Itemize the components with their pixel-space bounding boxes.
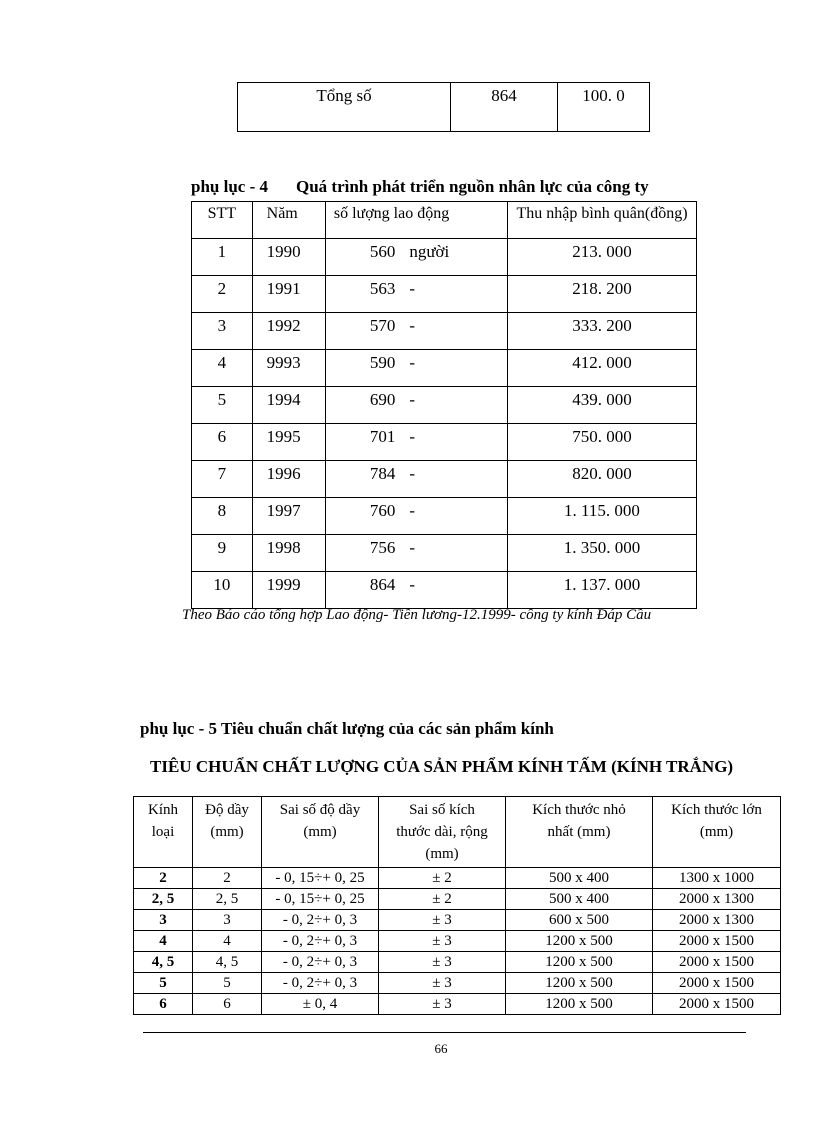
cell-size-tolerance: ± 3: [379, 910, 506, 931]
workforce-table: [191, 201, 697, 609]
cell-quantity: [325, 498, 507, 535]
cell-year: 1991: [252, 276, 325, 313]
cell-income: 439. 000: [507, 387, 696, 424]
cell-stt: 2: [192, 276, 253, 313]
header-income: Thu nhập bình quân(đồng): [507, 202, 696, 239]
cell-stt: 1: [192, 239, 253, 276]
source-note: Theo Báo cáo tổng hợp Lao động- Tiền lương-12.1999- công ty kính Đáp Cầu: [182, 607, 652, 623]
quantity-value: 784: [369, 464, 396, 483]
cell-size-tolerance: ± 3: [379, 994, 506, 1015]
cell-size-tolerance: ± 2: [379, 889, 506, 910]
table-row: [134, 910, 781, 931]
cell-stt: 8: [192, 498, 253, 535]
cell-min-size: 500 x 400: [506, 889, 653, 910]
cell-income: 820. 000: [507, 461, 696, 498]
table-header-row: [192, 202, 697, 239]
cell-size-tolerance: ± 3: [379, 931, 506, 952]
cell-thickness: 4: [193, 931, 262, 952]
quantity-unit: -: [409, 464, 416, 483]
cell-max-size: 2000 x 1300: [653, 889, 781, 910]
table-row: [192, 350, 697, 387]
header-glass-kind: Kính loại: [134, 797, 193, 868]
cell-stt: 4: [192, 350, 253, 387]
quantity-value: 563: [369, 279, 396, 298]
table-row: [134, 952, 781, 973]
cell-glass-kind: 4: [134, 931, 193, 952]
table-row: [192, 424, 697, 461]
header-max-size: Kích thước lớn (mm): [653, 797, 781, 868]
cell-quantity: [325, 387, 507, 424]
cell-stt: 3: [192, 313, 253, 350]
cell-thickness: 6: [193, 994, 262, 1015]
cell-income: 1. 115. 000: [507, 498, 696, 535]
cell-income: 1. 137. 000: [507, 572, 696, 609]
table-header-row: [134, 797, 781, 868]
cell-thickness-tolerance: - 0, 15÷+ 0, 25: [262, 889, 379, 910]
cell-max-size: 2000 x 1500: [653, 994, 781, 1015]
quantity-unit: -: [409, 427, 416, 446]
cell-max-size: 2000 x 1500: [653, 931, 781, 952]
glass-standard-subtitle: TIÊU CHUẨN CHẤT LƯỢNG CỦA SẢN PHẨM KÍNH TẤM (KÍNH TRẮNG): [150, 757, 734, 776]
quantity-value: 760: [369, 501, 396, 520]
cell-max-size: 2000 x 1500: [653, 973, 781, 994]
header-min-size: Kích thước nhỏ nhất (mm): [506, 797, 653, 868]
cell-year: 1995: [252, 424, 325, 461]
quantity-value: 864: [369, 575, 396, 594]
cell-year: 1992: [252, 313, 325, 350]
cell-size-tolerance: ± 3: [379, 973, 506, 994]
quantity-unit: -: [409, 353, 416, 372]
cell-thickness-tolerance: - 0, 2÷+ 0, 3: [262, 952, 379, 973]
table-row: [134, 994, 781, 1015]
cell-quantity: [325, 276, 507, 313]
quantity-value: 701: [369, 427, 396, 446]
cell-thickness: 3: [193, 910, 262, 931]
cell-thickness: 5: [193, 973, 262, 994]
cell-thickness: 2, 5: [193, 889, 262, 910]
cell-glass-kind: 2, 5: [134, 889, 193, 910]
cell-max-size: 2000 x 1500: [653, 952, 781, 973]
quantity-unit: -: [409, 390, 416, 409]
glass-standards-table: [133, 796, 781, 1015]
cell-size-tolerance: ± 2: [379, 868, 506, 889]
cell-year: 1994: [252, 387, 325, 424]
cell-max-size: 1300 x 1000: [653, 868, 781, 889]
table-row: [238, 83, 650, 132]
cell-income: 333. 200: [507, 313, 696, 350]
cell-stt: 5: [192, 387, 253, 424]
cell-min-size: 600 x 500: [506, 910, 653, 931]
cell-year: 1996: [252, 461, 325, 498]
total-table: [237, 82, 650, 132]
table-row: [192, 572, 697, 609]
header-year: Năm: [252, 202, 325, 239]
total-count: 864: [451, 83, 558, 132]
cell-year: 1999: [252, 572, 325, 609]
cell-thickness-tolerance: ± 0, 4: [262, 994, 379, 1015]
quantity-unit: người: [409, 242, 450, 261]
table-row: [134, 973, 781, 994]
quantity-unit: -: [409, 501, 416, 520]
cell-quantity: [325, 424, 507, 461]
cell-income: 213. 000: [507, 239, 696, 276]
cell-min-size: 500 x 400: [506, 868, 653, 889]
table-row: [192, 498, 697, 535]
cell-year: 9993: [252, 350, 325, 387]
quantity-unit: -: [409, 316, 416, 335]
cell-glass-kind: 2: [134, 868, 193, 889]
total-label: Tổng số: [238, 83, 451, 132]
table-row: [134, 868, 781, 889]
cell-stt: 7: [192, 461, 253, 498]
cell-income: 412. 000: [507, 350, 696, 387]
cell-thickness-tolerance: - 0, 2÷+ 0, 3: [262, 973, 379, 994]
cell-year: 1997: [252, 498, 325, 535]
cell-min-size: 1200 x 500: [506, 973, 653, 994]
cell-glass-kind: 3: [134, 910, 193, 931]
table-row: [134, 889, 781, 910]
header-thickness: Độ dầy (mm): [193, 797, 262, 868]
quantity-unit: -: [409, 279, 416, 298]
quantity-value: 570: [369, 316, 396, 335]
cell-income: 218. 200: [507, 276, 696, 313]
cell-year: 1990: [252, 239, 325, 276]
cell-glass-kind: 5: [134, 973, 193, 994]
cell-thickness: 2: [193, 868, 262, 889]
quantity-value: 756: [369, 538, 396, 557]
cell-glass-kind: 6: [134, 994, 193, 1015]
quantity-unit: -: [409, 538, 416, 557]
quantity-value: 560: [369, 242, 396, 261]
header-size-tolerance: Sai số kích thước dài, rộng (mm): [379, 797, 506, 868]
cell-min-size: 1200 x 500: [506, 952, 653, 973]
cell-max-size: 2000 x 1300: [653, 910, 781, 931]
cell-glass-kind: 4, 5: [134, 952, 193, 973]
page-number: 66: [434, 1041, 448, 1056]
quantity-value: 590: [369, 353, 396, 372]
cell-quantity: [325, 461, 507, 498]
cell-income: 1. 350. 000: [507, 535, 696, 572]
cell-income: 750. 000: [507, 424, 696, 461]
cell-quantity: [325, 313, 507, 350]
total-percent: 100. 0: [558, 83, 650, 132]
table-row: [192, 276, 697, 313]
appendix-4-label: phụ lục - 4: [191, 177, 268, 196]
cell-min-size: 1200 x 500: [506, 994, 653, 1015]
cell-thickness-tolerance: - 0, 15÷+ 0, 25: [262, 868, 379, 889]
cell-thickness-tolerance: - 0, 2÷+ 0, 3: [262, 931, 379, 952]
footer-divider: [143, 1032, 746, 1033]
header-thickness-tolerance: Sai số độ dầy (mm): [262, 797, 379, 868]
cell-stt: 6: [192, 424, 253, 461]
cell-thickness: 4, 5: [193, 952, 262, 973]
header-stt: STT: [192, 202, 253, 239]
cell-size-tolerance: ± 3: [379, 952, 506, 973]
cell-thickness-tolerance: - 0, 2÷+ 0, 3: [262, 910, 379, 931]
quantity-unit: -: [409, 575, 416, 594]
cell-min-size: 1200 x 500: [506, 931, 653, 952]
cell-quantity: [325, 239, 507, 276]
table-row: [192, 461, 697, 498]
cell-quantity: [325, 350, 507, 387]
table-row: [134, 931, 781, 952]
cell-quantity: [325, 572, 507, 609]
cell-stt: 10: [192, 572, 253, 609]
cell-year: 1998: [252, 535, 325, 572]
table-row: [192, 239, 697, 276]
appendix-4-heading: [191, 177, 649, 197]
appendix-5-heading: phụ lục - 5 Tiêu chuẩn chất lượng của các sản phẩm kính: [140, 719, 554, 738]
cell-stt: 9: [192, 535, 253, 572]
table-row: [192, 387, 697, 424]
quantity-value: 690: [369, 390, 396, 409]
appendix-4-title: Quá trình phát triển nguồn nhân lực của công ty: [296, 177, 649, 196]
cell-quantity: [325, 535, 507, 572]
header-quantity: số lượng lao động: [325, 202, 507, 239]
table-row: [192, 535, 697, 572]
table-row: [192, 313, 697, 350]
